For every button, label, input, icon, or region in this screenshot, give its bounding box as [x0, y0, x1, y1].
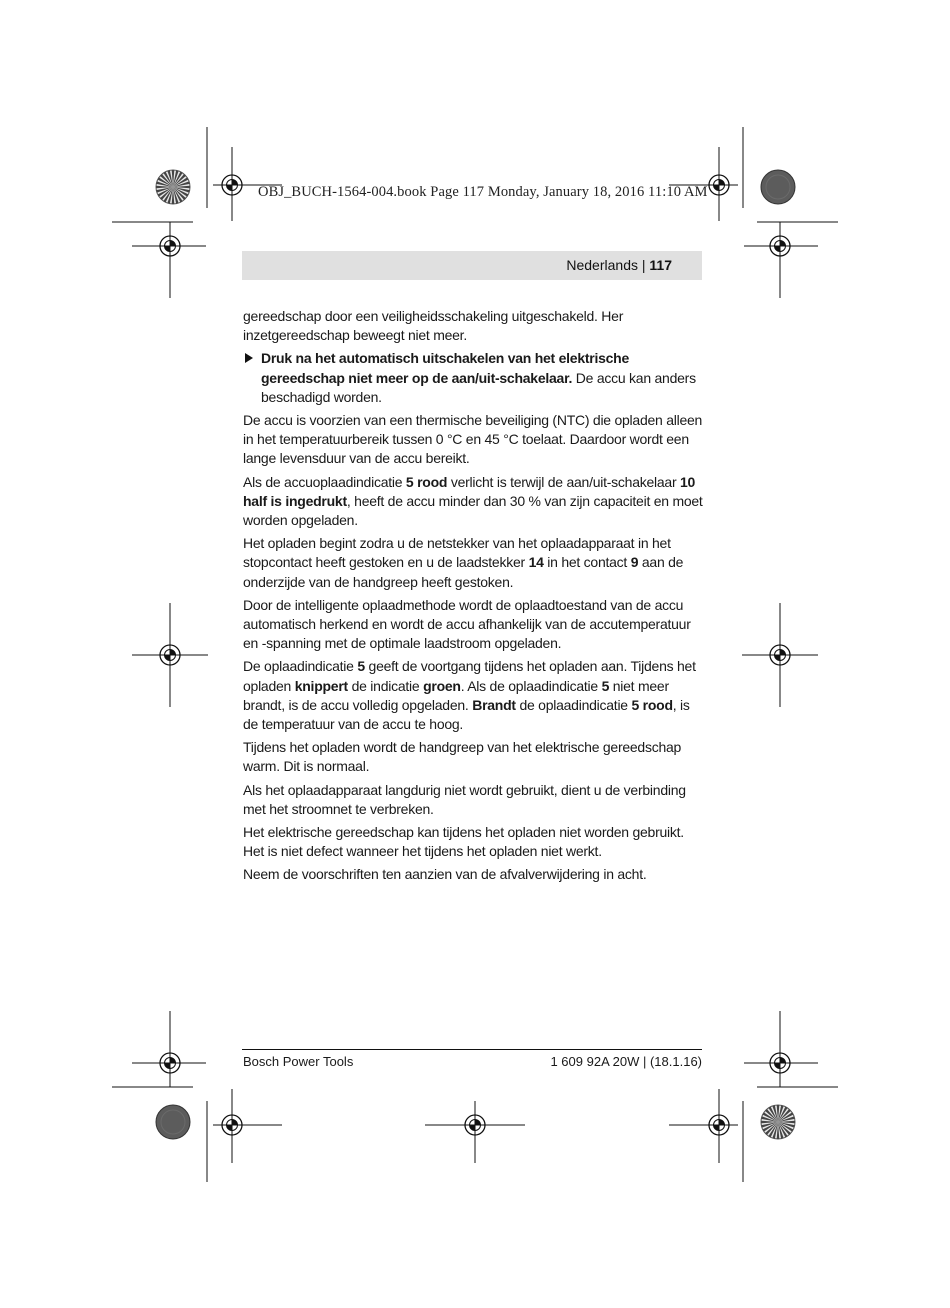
registration-mark-icon: [744, 1011, 818, 1087]
p7-e: de indicatie: [347, 677, 424, 694]
registration-mark-icon: [425, 1101, 525, 1163]
header-language: Nederlands: [566, 257, 638, 273]
p4-d: 10 half is ingedrukt: [243, 473, 696, 509]
registration-mark-icon: [742, 603, 818, 707]
file-slug: OBJ_BUCH-1564-004.book Page 117 Monday, January 18, 2016 11:10 AM: [258, 184, 708, 200]
p7-j: Brandt: [472, 696, 516, 713]
color-wheel-icon: [761, 1105, 795, 1139]
paragraph-10: Het elektrische gereedschap kan tijdens het opladen niet worden gebruikt. Het is niet defect wanneer het tijdens het opladen niet werkt.: [243, 824, 684, 860]
footer-doc-number: 1 609 92A 20W | (18.1.16): [550, 1054, 702, 1069]
registration-mark-icon: [213, 1089, 282, 1163]
p4-a: Als de accuoplaadindicatie: [243, 473, 406, 490]
paragraph-4: [243, 473, 703, 531]
p7-c: geeft de voortgang tijdens het opladen aan. Tijdens het opladen: [243, 658, 696, 694]
registration-mark-icon: [132, 1011, 206, 1087]
triangle-bullet-icon: [245, 353, 253, 363]
p5-e: aan de onderzijde van de handgreep heeft gestoken.: [243, 554, 684, 590]
p7-m: , is de temperatuur van de accu te hoog.: [243, 696, 690, 733]
warning-rest: De accu kan anders beschadigd worden.: [261, 369, 696, 405]
paragraph-5: [243, 534, 703, 592]
p7-k: de oplaadindicatie: [515, 696, 632, 713]
header-text: [566, 257, 672, 273]
registration-mark-icon: [132, 603, 208, 707]
registration-mark-icon: [669, 1089, 738, 1163]
p7-g: . Als de oplaadindicatie: [460, 677, 602, 694]
paragraph-8: Tijdens het opladen wordt de handgreep van het elektrische gereedschap warm. Dit is normaal.: [243, 739, 682, 775]
p5-c: in het contact: [543, 554, 631, 571]
warning-bold: Druk na het automatisch uitschakelen van het elektrische gereedschap niet meer op de aan/uit-schakelaar.: [261, 350, 630, 386]
paragraph-6: Door de intelligente oplaadmethode wordt de oplaadtoestand van de accu automatisch herkend en wordt de accu afhankelijk van de accutemperatuur en -spanning met de optimale laadstroom opgeladen.: [243, 596, 691, 652]
p5-a: Het opladen begint zodra u de netstekker van het oplaadapparaat in het stopcontact heeft gestoken en u de laadstekker: [243, 535, 671, 571]
p7-d: knippert: [294, 677, 348, 694]
registration-mark-icon: [744, 222, 818, 298]
p7-b: 5: [357, 658, 365, 675]
page-header: [242, 251, 702, 280]
paragraph-1: gereedschap door een veiligheidsschakeling uitgeschakeld. Her inzetgereedschap beweegt niet meer.: [243, 308, 624, 344]
p7-i: niet meer brandt, is de accu volledig opgeladen.: [243, 677, 669, 713]
p5-b: 14: [528, 554, 544, 571]
footer-brand: Bosch Power Tools: [243, 1054, 354, 1069]
paragraph-11: Neem de voorschriften ten aanzien van de afvalverwijdering in acht.: [243, 866, 647, 883]
p7-f: groen: [423, 677, 461, 694]
warning-bullet: [243, 349, 703, 407]
header-separator: |: [641, 257, 646, 273]
p4-b: 5 rood: [405, 473, 448, 490]
p7-l: 5 rood: [631, 696, 673, 713]
p7-h: 5: [601, 677, 610, 694]
registration-mark-icon: [132, 222, 206, 298]
p7-a: De oplaadindicatie: [243, 658, 358, 675]
footer-rule: [242, 1049, 702, 1050]
p4-e: , heeft de accu minder dan 30 % van zijn capaciteit en moet worden opgeladen.: [243, 492, 703, 529]
paragraph-7: [243, 657, 703, 734]
paragraph-3: De accu is voorzien van een thermische beveiliging (NTC) die opladen alleen in het temperatuurbereik tussen 0 °C en 45 °C toelaat. Daardoor wordt een lange levensduur van de accu bereikt.: [243, 412, 703, 467]
color-wheel-icon: [156, 170, 190, 204]
p4-c: verlicht is terwijl de aan/uit-schakelaar: [447, 473, 680, 490]
main-content: [243, 307, 703, 889]
p5-d: 9: [630, 554, 639, 571]
page-number: 117: [649, 257, 672, 273]
paragraph-9: Als het oplaadapparaat langdurig niet wordt gebruikt, dient u de verbinding met het stroomnet te verbreken.: [243, 781, 686, 817]
